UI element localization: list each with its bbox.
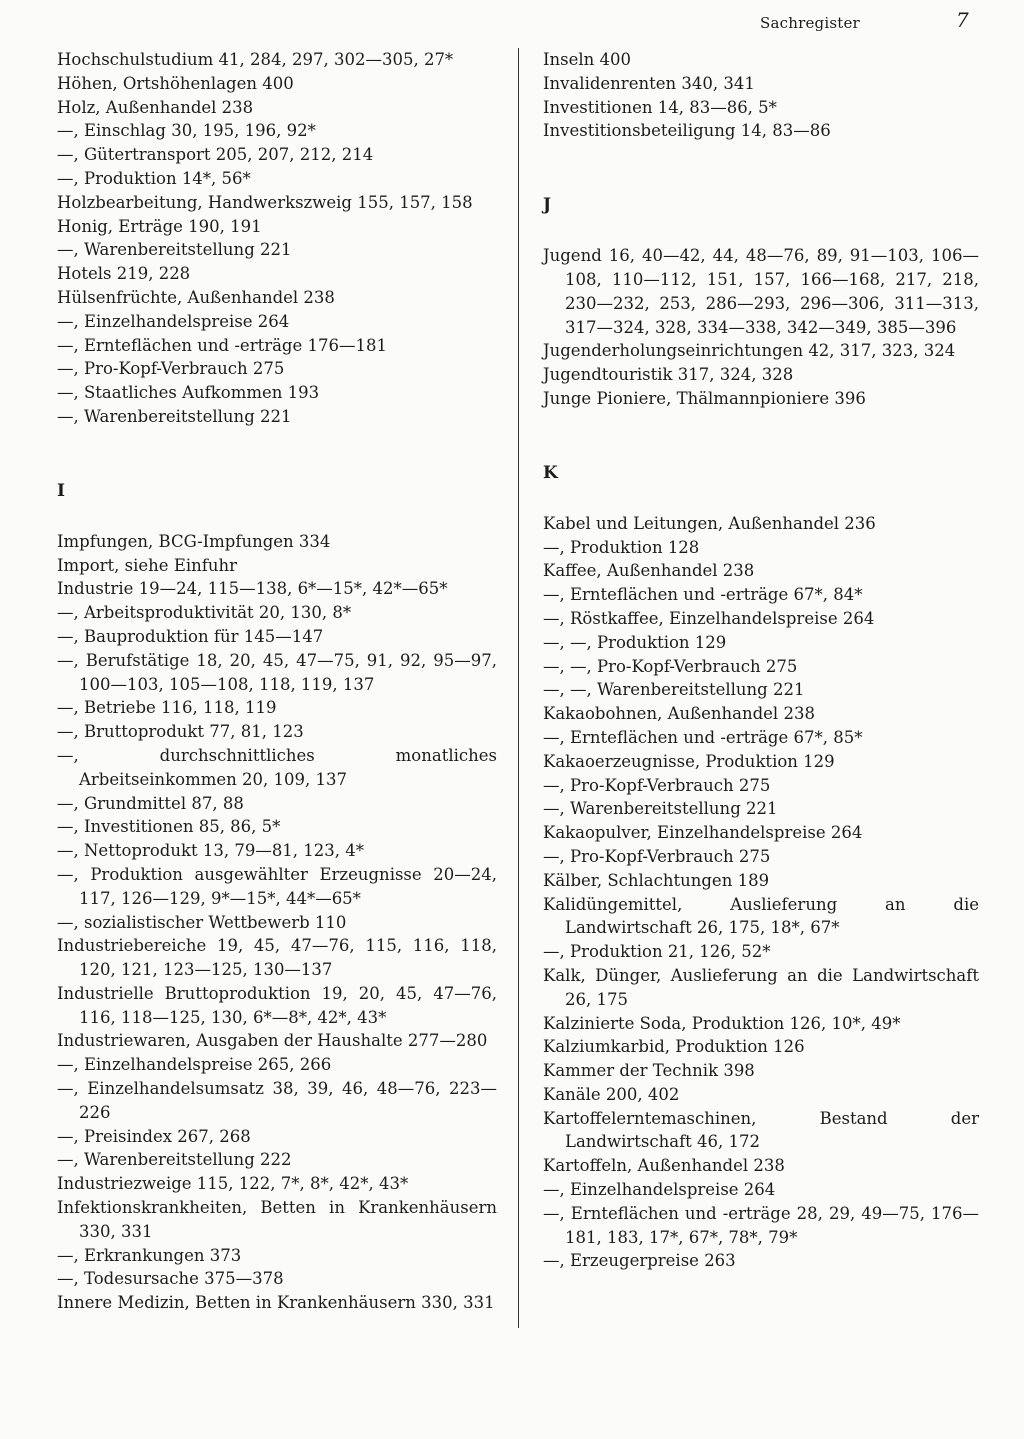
- index-entry: —, Produktion ausgewählter Erzeugnisse 20—24, 117, 126—129, 9*—15*, 44*—65*: [57, 864, 497, 908]
- index-entry: —, Ernteflächen und -erträge 176—181: [57, 335, 387, 355]
- index-entry: Kakaoerzeugnisse, Produktion 129: [543, 751, 835, 771]
- index-entry: —, Pro-Kopf-Verbrauch 275: [543, 775, 771, 795]
- index-entry: Jugendtouristik 317, 324, 328: [543, 365, 794, 385]
- index-entry: Kakaopulver, Einzelhandelspreise 264: [543, 823, 863, 843]
- index-entry: —, Pro-Kopf-Verbrauch 275: [57, 359, 285, 379]
- index-entry: Kalziumkarbid, Produktion 126: [543, 1037, 805, 1057]
- index-entry: Industrielle Bruttoproduktion 19, 20, 45, 47—76, 116, 118—125, 130, 6*—8*, 42*, 43*: [57, 983, 497, 1027]
- index-entry: —, Warenbereitstellung 221: [57, 406, 292, 426]
- index-entry: Infektionskrankheiten, Betten in Krankenhäusern 330, 331: [57, 1198, 497, 1241]
- index-entry: Industrie 19—24, 115—138, 6*—15*, 42*—65*: [57, 579, 448, 599]
- index-entry: —, Produktion 14*, 56*: [57, 168, 251, 188]
- index-entry: Kammer der Technik 398: [543, 1061, 755, 1081]
- index-entry: —, Warenbereitstellung 222: [57, 1150, 292, 1170]
- index-entry: —, Erzeugerpreise 263: [543, 1251, 736, 1271]
- index-entry: Kakaobohnen, Außenhandel 238: [543, 704, 815, 724]
- index-entry: Holz, Außenhandel 238: [57, 97, 254, 117]
- index-entry: Kaffee, Außenhandel 238: [543, 561, 755, 581]
- column-divider: [518, 48, 519, 1328]
- index-entry: —, Grundmittel 87, 88: [57, 793, 244, 813]
- index-entry: —, Warenbereitstellung 221: [543, 799, 778, 819]
- page-header: [0, 8, 1024, 38]
- index-entry: —, —, Pro-Kopf-Verbrauch 275: [543, 656, 798, 676]
- index-entry: —, Ernteflächen und -erträge 67*, 85*: [543, 727, 863, 747]
- index-entry: —, sozialistischer Wettbewerb 110: [57, 912, 347, 932]
- index-letter-heading: K: [543, 462, 558, 483]
- index-entry: —, Pro-Kopf-Verbrauch 275: [543, 846, 771, 866]
- index-entry: Jugenderholungseinrichtungen 42, 317, 323, 324: [543, 341, 956, 361]
- running-title: Sachregister: [760, 14, 860, 32]
- index-entry: —, Einzelhandelsumsatz 38, 39, 46, 48—76, 223—226: [57, 1079, 497, 1122]
- index-entry: —, Bruttoprodukt 77, 81, 123: [57, 722, 304, 742]
- index-entry: —, Nettoprodukt 13, 79—81, 123, 4*: [57, 841, 365, 861]
- index-entry: Invalidenrenten 340, 341: [543, 73, 755, 93]
- index-entry: —, Todesursache 375—378: [57, 1269, 284, 1289]
- index-entry: —, Betriebe 116, 118, 119: [57, 698, 277, 718]
- index-entry: Junge Pioniere, Thälmannpioniere 396: [543, 388, 866, 408]
- index-entry: —, Ernteflächen und -erträge 28, 29, 49—75, 176—181, 183, 17*, 67*, 78*, 79*: [543, 1203, 979, 1247]
- index-entry: Höhen, Ortshöhenlagen 400: [57, 73, 294, 93]
- index-entry: —, Produktion 128: [543, 537, 700, 557]
- index-entry: —, Warenbereitstellung 221: [57, 240, 292, 260]
- index-entry: —, Erkrankungen 373: [57, 1245, 242, 1265]
- index-entry: Industriezweige 115, 122, 7*, 8*, 42*, 43*: [57, 1174, 409, 1194]
- index-entry: —, Einzelhandelspreise 264: [57, 311, 290, 331]
- index-entry: Hülsenfrüchte, Außenhandel 238: [57, 287, 335, 307]
- index-column-right: [543, 48, 979, 1273]
- index-entry: Honig, Erträge 190, 191: [57, 216, 262, 236]
- index-entry: —, Einzelhandelspreise 264: [543, 1180, 776, 1200]
- index-entry: —, Röstkaffee, Einzelhandelspreise 264: [543, 608, 875, 628]
- index-entry: —, durchschnittliches monatliches Arbeitseinkommen 20, 109, 137: [57, 745, 497, 789]
- index-entry: Holzbearbeitung, Handwerkszweig 155, 157, 158: [57, 192, 473, 212]
- index-column-left: [57, 48, 497, 1315]
- index-entry: —, Einschlag 30, 195, 196, 92*: [57, 121, 316, 141]
- index-entry: —, Arbeitsproduktivität 20, 130, 8*: [57, 603, 352, 623]
- index-entry: Innere Medizin, Betten in Krankenhäusern 330, 331: [57, 1293, 495, 1313]
- index-entry: —, Gütertransport 205, 207, 212, 214: [57, 145, 374, 165]
- index-entry: Investitionen 14, 83—86, 5*: [543, 97, 777, 117]
- index-entry: Hotels 219, 228: [57, 264, 191, 284]
- index-entry: —, Preisindex 267, 268: [57, 1126, 251, 1146]
- index-entry: Hochschulstudium 41, 284, 297, 302—305, 27*: [57, 50, 454, 69]
- index-entry: Kartoffelerntemaschinen, Bestand der Landwirtschaft 46, 172: [543, 1108, 979, 1152]
- index-entry: Impfungen, BCG-Impfungen 334: [57, 531, 331, 551]
- index-entry: Kalk, Dünger, Auslieferung an die Landwirtschaft 26, 175: [543, 965, 979, 1009]
- index-letter-heading: J: [543, 195, 552, 216]
- index-entry: Kartoffeln, Außenhandel 238: [543, 1156, 785, 1176]
- page-number: 7: [956, 8, 969, 32]
- index-entry: Industriewaren, Ausgaben der Haushalte 277—280: [57, 1031, 488, 1051]
- index-entry: Kabel und Leitungen, Außenhandel 236: [543, 513, 876, 533]
- index-entry: Investitionsbeteiligung 14, 83—86: [543, 121, 831, 141]
- index-entry: —, Bauproduktion für 145—147: [57, 626, 324, 646]
- index-entry: Kälber, Schlachtungen 189: [543, 870, 770, 890]
- index-entry: —, —, Warenbereitstellung 221: [543, 680, 805, 700]
- index-entry: Kalzinierte Soda, Produktion 126, 10*, 49*: [543, 1013, 901, 1033]
- index-entry: —, Produktion 21, 126, 52*: [543, 942, 771, 962]
- index-entry: Kanäle 200, 402: [543, 1084, 680, 1104]
- index-entry: Inseln 400: [543, 50, 632, 69]
- index-entry: Jugend 16, 40—42, 44, 48—76, 89, 91—103, 106—108, 110—112, 151, 157, 166—168, 217, 218, 230—232, 253, 286—293, 296—306, 311—313, 317—324, 328, 334—338, 342—349, 385—396: [543, 246, 979, 337]
- index-entry: Kalidüngemittel, Auslieferung an die Landwirtschaft 26, 175, 18*, 67*: [543, 894, 979, 938]
- index-entry: —, Einzelhandelspreise 265, 266: [57, 1055, 332, 1075]
- index-entry: Industriebereiche 19, 45, 47—76, 115, 116, 118, 120, 121, 123—125, 130—137: [57, 936, 497, 980]
- index-entry: —, Berufstätige 18, 20, 45, 47—75, 91, 92, 95—97, 100—103, 105—108, 118, 119, 137: [57, 650, 497, 694]
- index-entry: —, Investitionen 85, 86, 5*: [57, 817, 281, 837]
- index-entry: Import, siehe Einfuhr: [57, 555, 238, 575]
- index-letter-heading: I: [57, 480, 65, 501]
- index-entry: —, Ernteflächen und -erträge 67*, 84*: [543, 585, 863, 605]
- index-entry: —, Staatliches Aufkommen 193: [57, 383, 320, 403]
- index-entry: —, —, Produktion 129: [543, 632, 727, 652]
